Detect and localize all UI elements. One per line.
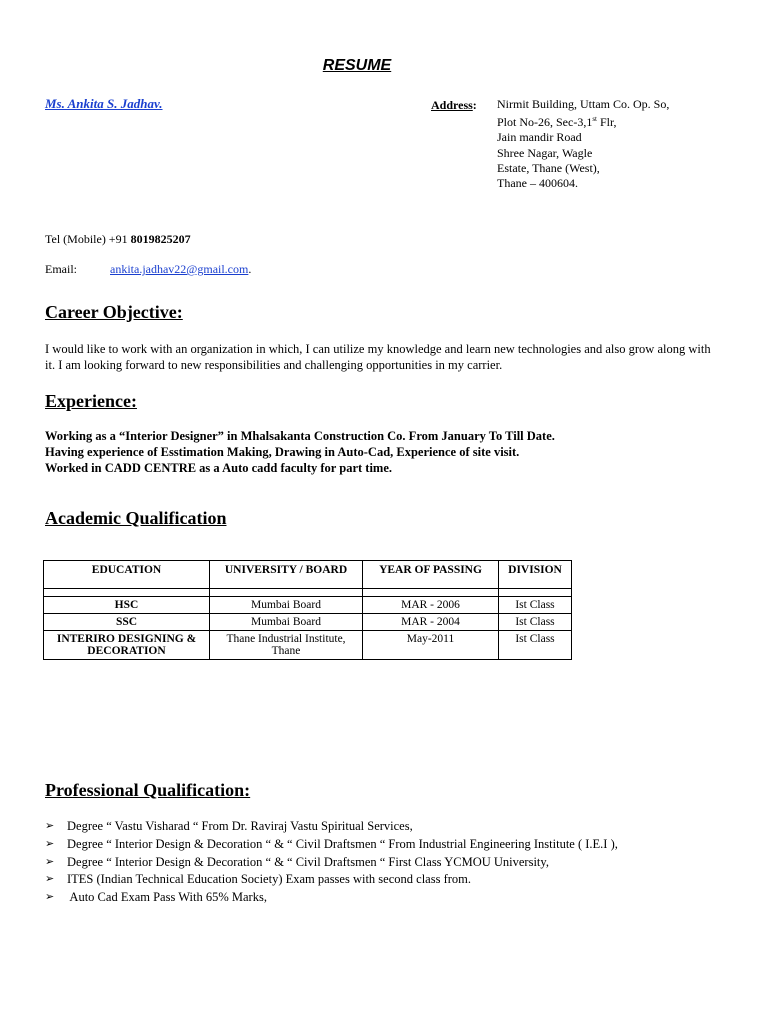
list-item <box>45 871 618 889</box>
address-label-text: Address <box>431 98 473 112</box>
table-row <box>44 597 572 614</box>
phone-line <box>45 232 191 247</box>
experience-list <box>45 428 555 476</box>
table-cell: May-2011 <box>363 631 499 660</box>
table-header: UNIVERSITY / BOARD <box>210 561 363 589</box>
experience-line: Working as a “Interior Designer” in Mhalsakanta Construction Co. From January To Till Date. <box>45 429 555 443</box>
table-cell: Mumbai Board <box>210 597 363 614</box>
resume-title: RESUME <box>322 57 392 74</box>
academic-heading: Academic Qualification <box>45 508 227 528</box>
address-colon: : <box>472 98 477 112</box>
address-line-2 <box>497 112 669 130</box>
list-item <box>45 854 618 872</box>
phone-label: Tel (Mobile) +91 <box>45 232 131 246</box>
email-trail: . <box>248 262 252 276</box>
email-label: Email: <box>45 262 77 276</box>
career-objective-heading: Career Objective: <box>45 302 183 322</box>
list-item-text: Auto Cad Exam Pass With 65% Marks, <box>67 890 267 905</box>
arrowhead-bullet-icon: ➢ <box>45 837 55 850</box>
table-cell: INTERIRO DESIGNING & DECORATION <box>44 631 210 660</box>
table-cell: Ist Class <box>499 631 572 660</box>
table-spacer-row <box>44 589 572 597</box>
professional-list <box>45 818 618 907</box>
table-header: EDUCATION <box>44 561 210 589</box>
list-item-text: ITES (Indian Technical Education Society) Exam passes with second class from. <box>67 872 471 887</box>
address-line-3: Jain mandir Road <box>497 130 582 145</box>
table-header-row <box>44 561 572 589</box>
table-row <box>44 631 572 660</box>
experience-heading: Experience: <box>45 391 137 411</box>
list-item-text: Degree “ Interior Design & Decoration “ & “ Civil Draftsmen “ First Class YCMOU University, <box>67 854 549 869</box>
arrowhead-bullet-icon: ➢ <box>45 873 55 886</box>
table-header: DIVISION <box>499 561 572 589</box>
list-item-text: Degree “ Interior Design & Decoration “ & “ Civil Draftsmen “ From Industrial Engineering Institute ( I.E.I ), <box>67 836 618 851</box>
table-cell: MAR - 2004 <box>363 614 499 631</box>
list-item <box>45 818 618 836</box>
address-line-4: Shree Nagar, Wagle <box>497 145 593 160</box>
address-line-5: Estate, Thane (West), <box>497 160 600 175</box>
address-line-6: Thane – 400604. <box>497 176 578 191</box>
list-item <box>45 889 618 907</box>
list-item <box>45 836 618 854</box>
address-line-1: Nirmit Building, Uttam Co. Op. So, <box>497 97 670 111</box>
experience-line: Having experience of Esstimation Making, Drawing in Auto-Cad, Experience of site visit. <box>45 445 520 459</box>
table-cell: HSC <box>44 597 210 614</box>
email-link[interactable]: ankita.jadhav22@gmail.com <box>110 262 249 276</box>
table-cell: Thane Industrial Institute, Thane <box>210 631 363 660</box>
phone-number: 8019825207 <box>130 232 191 246</box>
arrowhead-bullet-icon: ➢ <box>45 855 55 868</box>
list-item-text: Degree “ Vastu Visharad “ From Dr. Raviraj Vastu Spiritual Services, <box>67 819 413 833</box>
address-line-2-end: Flr, <box>597 115 617 130</box>
address-block <box>497 97 669 191</box>
address-line-2-sup: st <box>592 115 597 124</box>
arrowhead-bullet-icon: ➢ <box>45 891 55 904</box>
professional-heading: Professional Qualification: <box>45 780 251 800</box>
table-header: YEAR OF PASSING <box>363 561 499 589</box>
address-label <box>431 98 477 113</box>
table-cell: MAR - 2006 <box>363 597 499 614</box>
experience-line: Worked in CADD CENTRE as a Auto cadd faculty for part time. <box>45 461 392 475</box>
table-row <box>44 614 572 631</box>
academic-table <box>43 560 572 660</box>
table-cell: SSC <box>44 614 210 631</box>
address-line-2-text: Plot No-26, Sec-3,1 <box>497 115 593 130</box>
email-line <box>110 262 251 277</box>
career-objective-text: I would like to work with an organization in which, I can utilize my knowledge and learn new technologies and also grow along with it. I am looking forward to new responsibilities and challenging opportunities in my carrier. <box>45 342 711 372</box>
table-cell: Ist Class <box>499 597 572 614</box>
arrowhead-bullet-icon: ➢ <box>45 820 55 832</box>
table-cell: Mumbai Board <box>210 614 363 631</box>
candidate-name: Ms. Ankita S. Jadhav. <box>45 96 163 111</box>
table-cell: Ist Class <box>499 614 572 631</box>
